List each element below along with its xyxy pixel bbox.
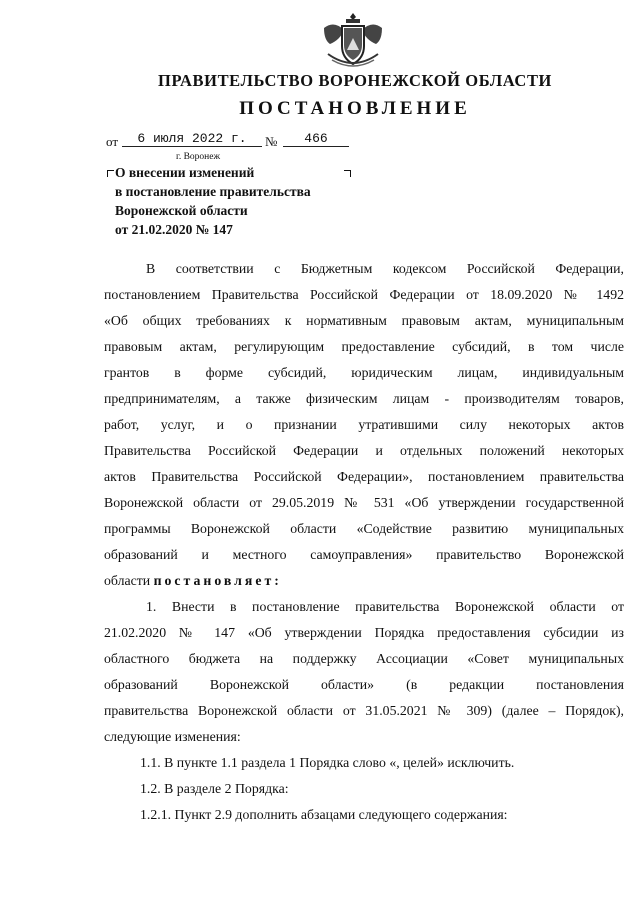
subject-line: О внесении изменений [115,165,255,180]
body-line: В соответствии с Бюджетным кодексом Российской Федерации, [146,261,624,276]
list-item: 1.1. В пункте 1.1 раздела 1 Порядка слово «, целей» исключить. [140,755,515,770]
coat-of-arms-icon [318,10,388,72]
list-item: 1.2. В разделе 2 Порядка: [140,781,289,796]
body-line: следующие изменения: [104,729,241,744]
body-line: «Об общих требованиях к нормативным правовым актам, муниципальным [104,313,624,328]
document-body [104,256,624,828]
body-line: актов Правительства Российской Федерации», постановлением правительства [104,469,624,484]
body-line: Правительства Российской Федерации и отдельных положений некоторых [104,443,624,458]
document-date: 6 июля 2022 г. [122,131,262,147]
document-type: ПОСТАНОВЛЕНИЕ [239,98,471,119]
body-line: грантов в форме субсидий, юридическим лицам, индивидуальным [104,365,624,380]
subject-line: от 21.02.2020 № 147 [115,222,233,237]
body-text: области [104,573,154,588]
number-sign: № [265,134,278,149]
body-line: 21.02.2020 № 147 «Об утверждении Порядка предоставления субсидии из [104,625,624,640]
date-prefix: от [106,134,119,149]
body-line: правительства Воронежской области от 31.05.2021 № 309) (далее – Порядок), [104,703,624,718]
body-line: работ, услуг, и о признании утратившими силу некоторых актов [104,417,624,432]
body-line: предпринимателям, а также физическим лицам - производителям товаров, [104,391,624,406]
body-line: правовым актам, регулирующим предоставление субсидий, в том числе [104,339,624,354]
organization-name: ПРАВИТЕЛЬСТВО ВОРОНЕЖСКОЙ ОБЛАСТИ [158,71,552,90]
subject-corner-right [344,170,351,177]
city: г. Воронеж [176,152,221,162]
subject-line: Воронежской области [115,203,248,218]
subject-line: в постановление правительства [115,184,311,199]
body-line: Воронежской области от 29.05.2019 № 531 «Об утверждении государственной [104,495,624,510]
body-line: программы Воронежской области «Содействие развитию муниципальных [104,521,624,536]
body-line: образований Воронежской области» (в редакции постановления [104,677,624,692]
body-line: 1. Внести в постановление правительства Воронежской области от [146,599,624,614]
list-item: 1.2.1. Пункт 2.9 дополнить абзацами следующего содержания: [140,807,508,822]
document-number: 466 [283,131,349,147]
document-subject [115,163,311,239]
body-line: образований и местного самоуправления» правительство Воронежской [104,547,624,562]
subject-corner-left [107,170,114,177]
resolves-word: постановляет: [153,573,282,588]
body-line: областного бюджета на поддержку Ассоциации «Совет муниципальных [104,651,624,666]
body-line [104,568,624,594]
body-line: постановлением Правительства Российской Федерации от 18.09.2020 № 1492 [104,287,624,302]
